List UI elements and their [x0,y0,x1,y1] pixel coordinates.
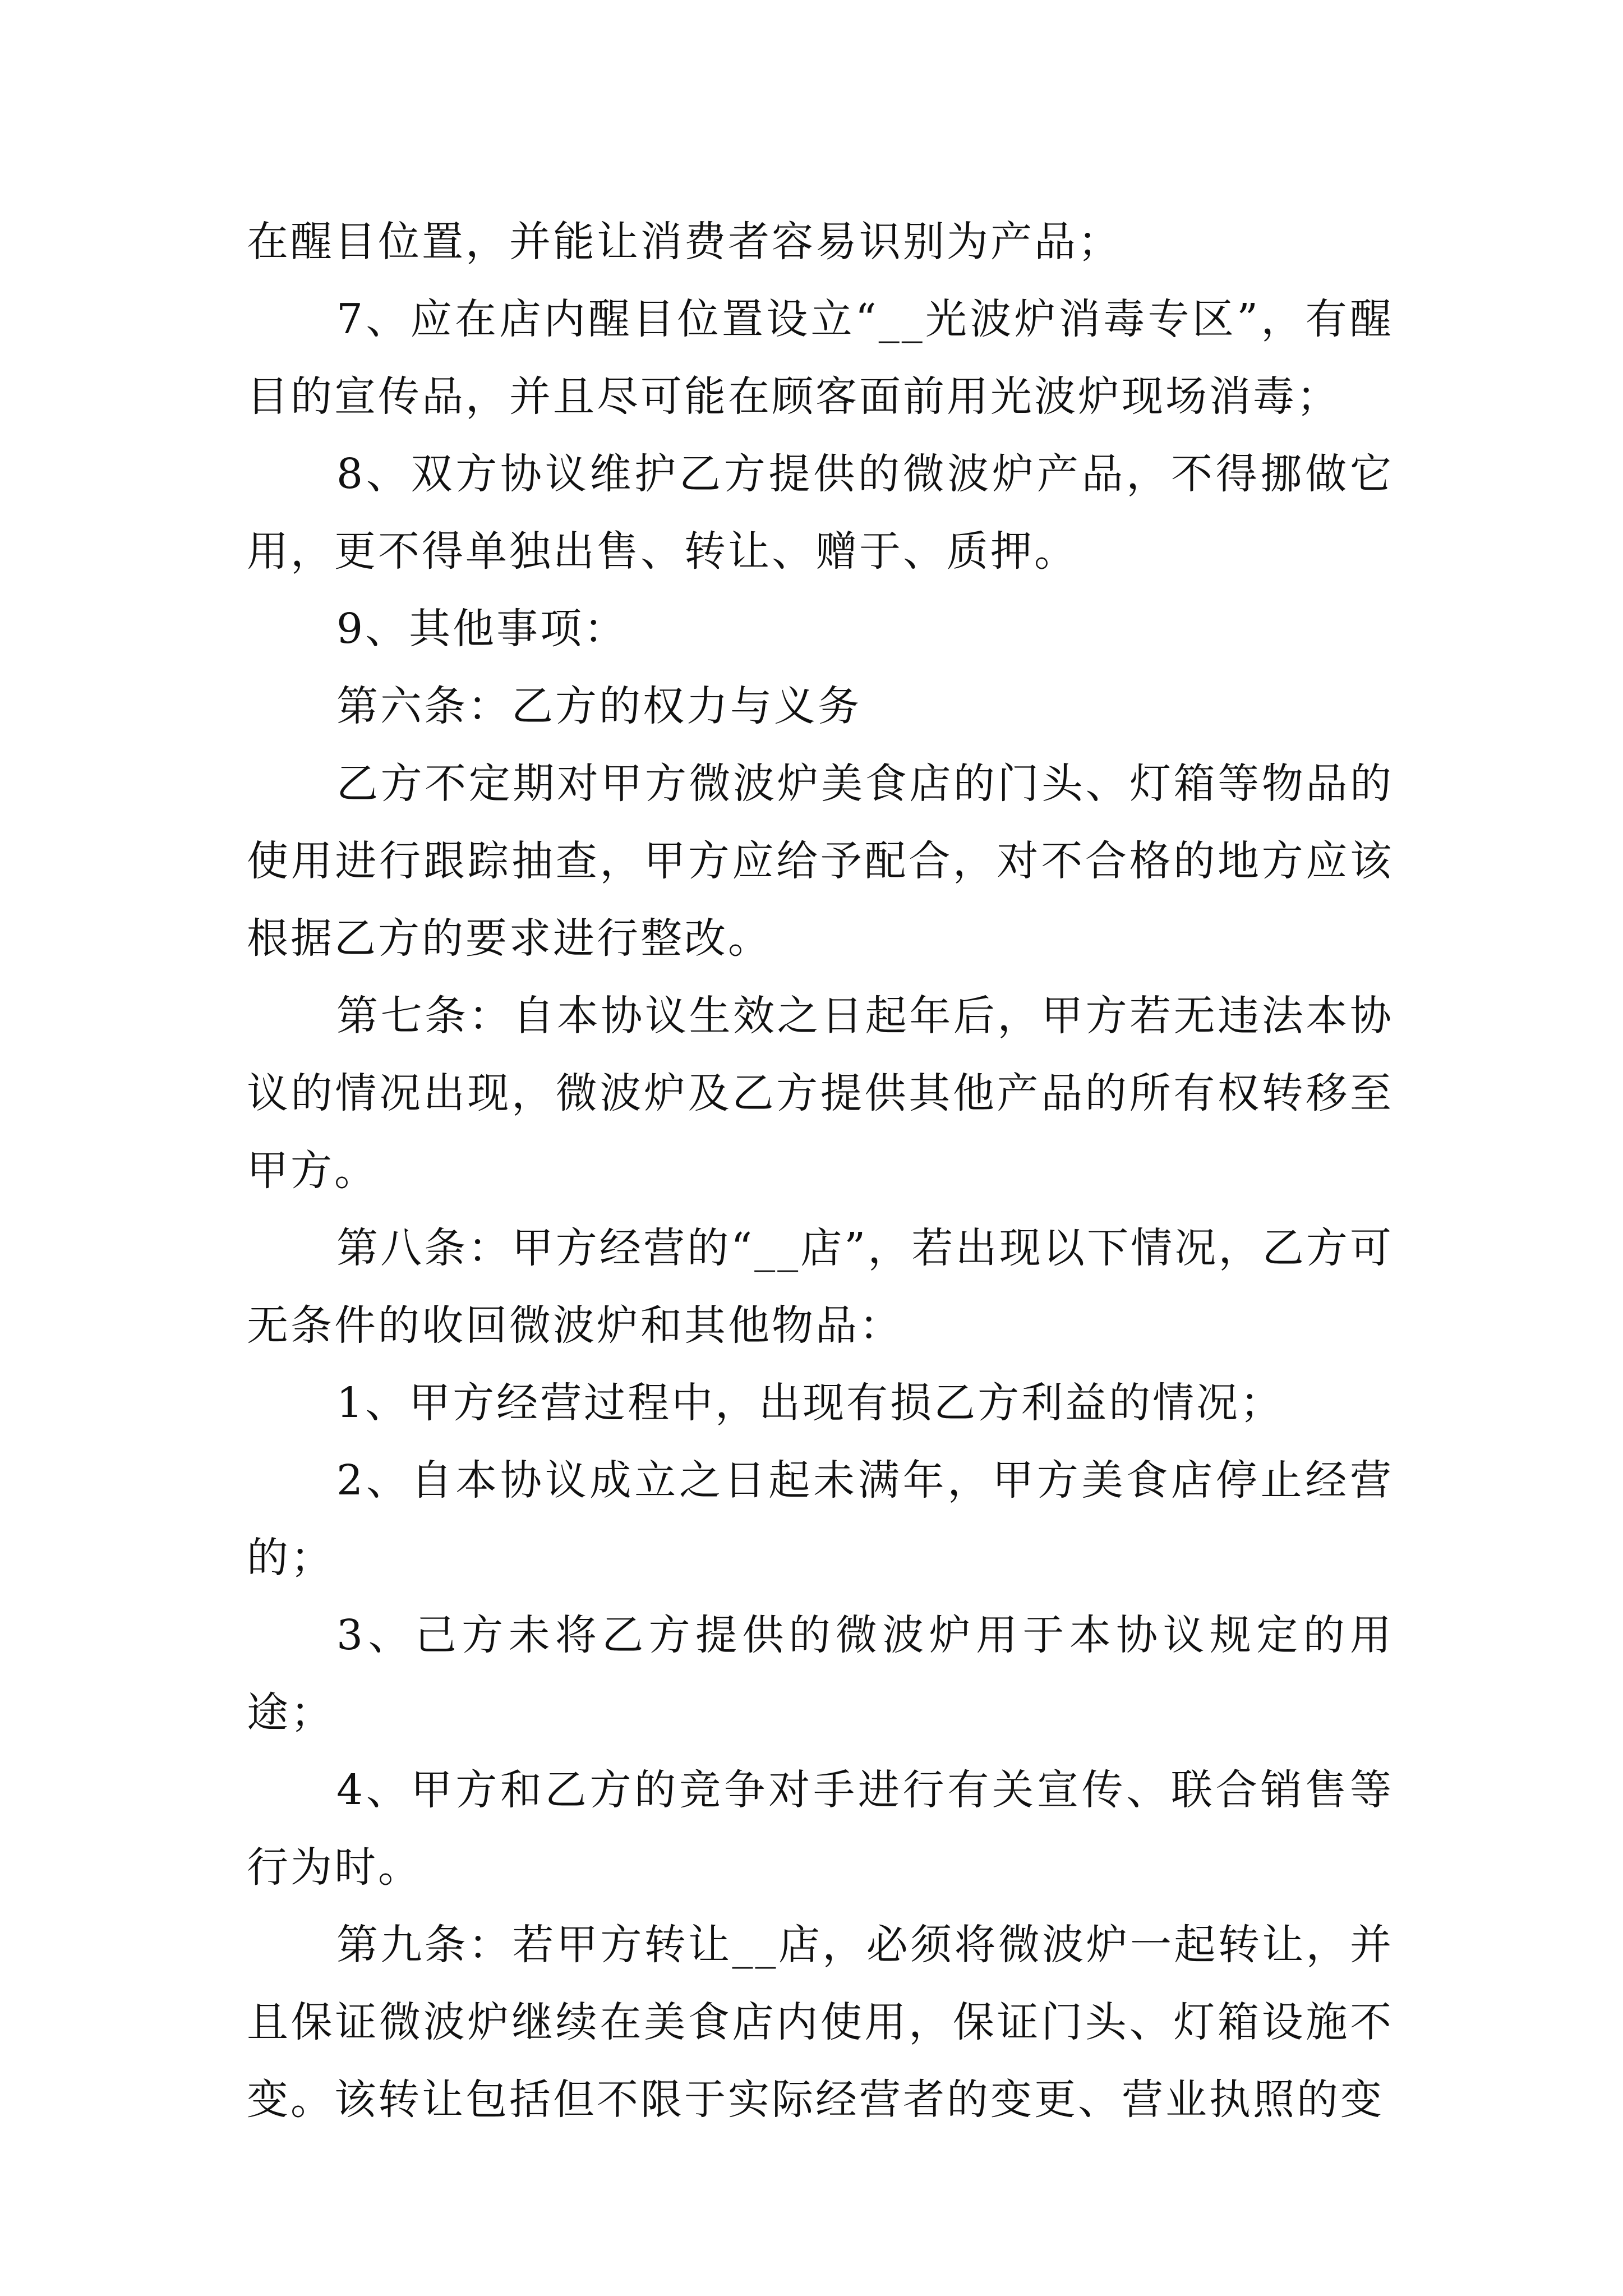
paragraph: 在醒目位置，并能让消费者容易识别为产品； [247,218,1122,266]
paragraph: 8、双方协议维护乙方提供的微波炉产品，不得挪做它用，更不得单独出售、转让、赠于、质押。 [247,450,1394,576]
list-item: 2、自本协议成立之日起未满年，甲方美食店停止经营的； [247,1456,1394,1582]
paragraph: 第七条：自本协议生效之日起年后，甲方若无违法本协议的情况出现，微波炉及乙方提供其他产品的所有权转移至甲方。 [247,992,1394,1195]
paragraph: 第九条：若甲方转让__店，必须将微波炉一起转让，并且保证微波炉继续在美食店内使用，保证门头、灯箱设施不变。该转让包括但不限于实际经营者的变更、营业执照的变 [247,1921,1394,2124]
paragraph: 第八条：甲方经营的“__店”，若出现以下情况，乙方可无条件的收回微波炉和其他物品： [247,1224,1394,1350]
document-body [247,203,1394,2138]
list-item: 4、甲方和乙方的竞争对手进行有关宣传、联合销售等行为时。 [247,1766,1394,1892]
paragraph: 乙方不定期对甲方微波炉美食店的门头、灯箱等物品的使用进行跟踪抽查，甲方应给予配合，对不合格的地方应该根据乙方的要求进行整改。 [247,760,1394,963]
list-item: 1、甲方经营过程中，出现有损乙方利益的情况； [336,1379,1284,1427]
list-item: 3、己方未将乙方提供的微波炉用于本协议规定的用途； [247,1611,1394,1737]
paragraph: 9、其他事项： [336,605,628,653]
paragraph: 7、应在店内醒目位置设立“__光波炉消毒专区”，有醒目的宣传品，并且尽可能在顾客面前用光波炉现场消毒； [247,295,1394,421]
section-heading: 第六条：乙方的权力与义务 [336,682,861,730]
